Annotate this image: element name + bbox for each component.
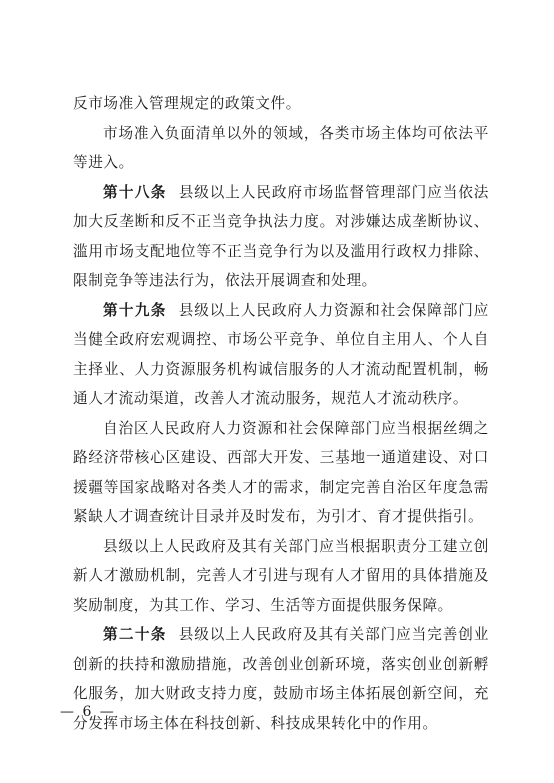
paragraph — [73, 89, 489, 119]
paragraph — [73, 532, 489, 621]
paragraph — [73, 119, 489, 178]
paragraph — [73, 414, 489, 532]
page-number: — 6 — — [60, 704, 116, 720]
article-heading: 第二十条 — [103, 626, 167, 643]
paragraph-text: 反市场准入管理规定的政策文件。 — [73, 95, 301, 112]
paragraph-text: 县级以上人民政府及其有关部门应当完善创业创新的扶持和激励措施，改善创业创新环境，落实创业创新孵化服务，加大财政支持力度，鼓励市场主体拓展创新空间，充分发挥市场主体在科技创新、科技成果转化中的作用。 — [73, 626, 489, 732]
document-body — [73, 89, 489, 738]
article-heading: 第十八条 — [103, 183, 167, 201]
paragraph-text: 县级以上人民政府及其有关部门应当根据职责分工建立创新人才激励机制，完善人才引进与现有人才留用的具体措施及奖励制度，为其工作、学习、生活等方面提供服务保障。 — [73, 537, 489, 614]
paragraph-text: 市场准入负面清单以外的领域，各类市场主体均可依法平等进入。 — [73, 124, 489, 171]
article-19 — [73, 296, 489, 414]
article-heading: 第十九条 — [103, 301, 167, 319]
paragraph-text: 县级以上人民政府市场监督管理部门应当依法加大反垄断和反不正当竞争执法力度。对涉嫌达成垄断协议、滥用市场支配地位等不正当竞争行为以及滥用行政权力排除、限制竞争等违法行为，依法开展调查和处理。 — [73, 183, 489, 289]
article-20 — [73, 620, 489, 738]
paragraph-text: 自治区人民政府人力资源和社会保障部门应当根据丝绸之路经济带核心区建设、西部大开发、三基地一通道建设、对口援疆等国家战略对各类人才的需求，制定完善自治区年度急需紧缺人才调查统计目录并及时发布，为引才、育才提供指引。 — [73, 419, 489, 525]
paragraph-text: 县级以上人民政府人力资源和社会保障部门应当健全政府宏观调控、市场公平竞争、单位自主用人、个人自主择业、人力资源服务机构诚信服务的人才流动配置机制，畅通人才流动渠道，改善人才流动服务，规范人才流动秩序。 — [73, 301, 489, 407]
article-18 — [73, 178, 489, 296]
